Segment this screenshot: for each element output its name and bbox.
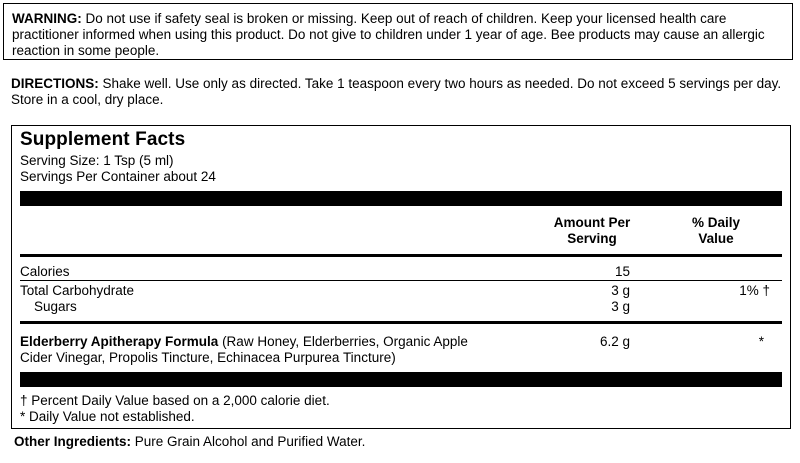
- formula-dv: *: [758, 334, 764, 349]
- thick-divider-bottom: [20, 372, 782, 387]
- formula-line1: [20, 334, 520, 350]
- nutrient-name-sugars: Sugars: [34, 299, 77, 314]
- warning-text: [12, 11, 765, 58]
- directions-label: DIRECTIONS:: [11, 76, 99, 91]
- column-header-dv-line1: % Daily: [691, 215, 741, 230]
- formula-description: [20, 334, 520, 366]
- directions-body: Shake well. Use only as directed. Take 1 teaspoon every two hours as needed. Do not exceed 5 servings per day. Store in a cool, dry place.: [11, 76, 782, 107]
- nutrient-amount-calories: 15: [614, 264, 630, 279]
- warning-body: Do not use if safety seal is broken or missing. Keep out of reach of children. Keep your licensed health care practitioner informed when using this product. Do not give to children under 1 year of age. Bee products may cause an allergic reaction in some people.: [12, 11, 765, 58]
- servings-per-container: Servings Per Container about 24: [20, 169, 216, 184]
- directions: [11, 76, 791, 108]
- nutrient-dv-total-carbohydrate: 1% †: [739, 283, 770, 298]
- nutrient-name-total-carbohydrate: Total Carbohydrate: [20, 283, 135, 298]
- column-header-daily-value: [672, 215, 760, 247]
- facts-title: Supplement Facts: [20, 129, 186, 150]
- column-header-dv-line2: Value: [698, 231, 734, 246]
- column-header-amount-line2: Serving: [567, 231, 617, 246]
- formula-ingredients-line1: (Raw Honey, Elderberries, Organic Apple: [218, 334, 468, 349]
- column-header-amount-line1: Amount Per: [553, 215, 631, 230]
- warning-label: WARNING:: [12, 11, 82, 26]
- nutrient-name-calories: Calories: [20, 264, 70, 279]
- thick-divider-top: [20, 191, 782, 206]
- formula-ingredients-line2: Cider Vinegar, Propolis Tincture, Echinacea Purpurea Tincture): [20, 350, 396, 365]
- section-rule: [20, 321, 782, 324]
- other-ingredients: [14, 434, 365, 450]
- formula-amount: 6.2 g: [599, 334, 630, 349]
- other-ingredients-body: Pure Grain Alcohol and Purified Water.: [131, 434, 366, 449]
- nutrient-amount-sugars: 3 g: [611, 299, 630, 314]
- nutrient-amount-total-carbohydrate: 3 g: [611, 283, 630, 298]
- formula-name: Elderberry Apitherapy Formula: [20, 334, 219, 349]
- footnote-not-established: * Daily Value not established.: [20, 409, 195, 424]
- serving-size: Serving Size: 1 Tsp (5 ml): [20, 153, 174, 168]
- footnote-daily-value: † Percent Daily Value based on a 2,000 calorie diet.: [20, 393, 330, 408]
- warning-box: [3, 3, 793, 60]
- other-ingredients-label: Other Ingredients:: [14, 434, 132, 449]
- supplement-facts-panel: [11, 125, 791, 429]
- header-rule: [20, 254, 782, 257]
- column-header-amount: [532, 215, 652, 247]
- row-rule: [20, 280, 782, 281]
